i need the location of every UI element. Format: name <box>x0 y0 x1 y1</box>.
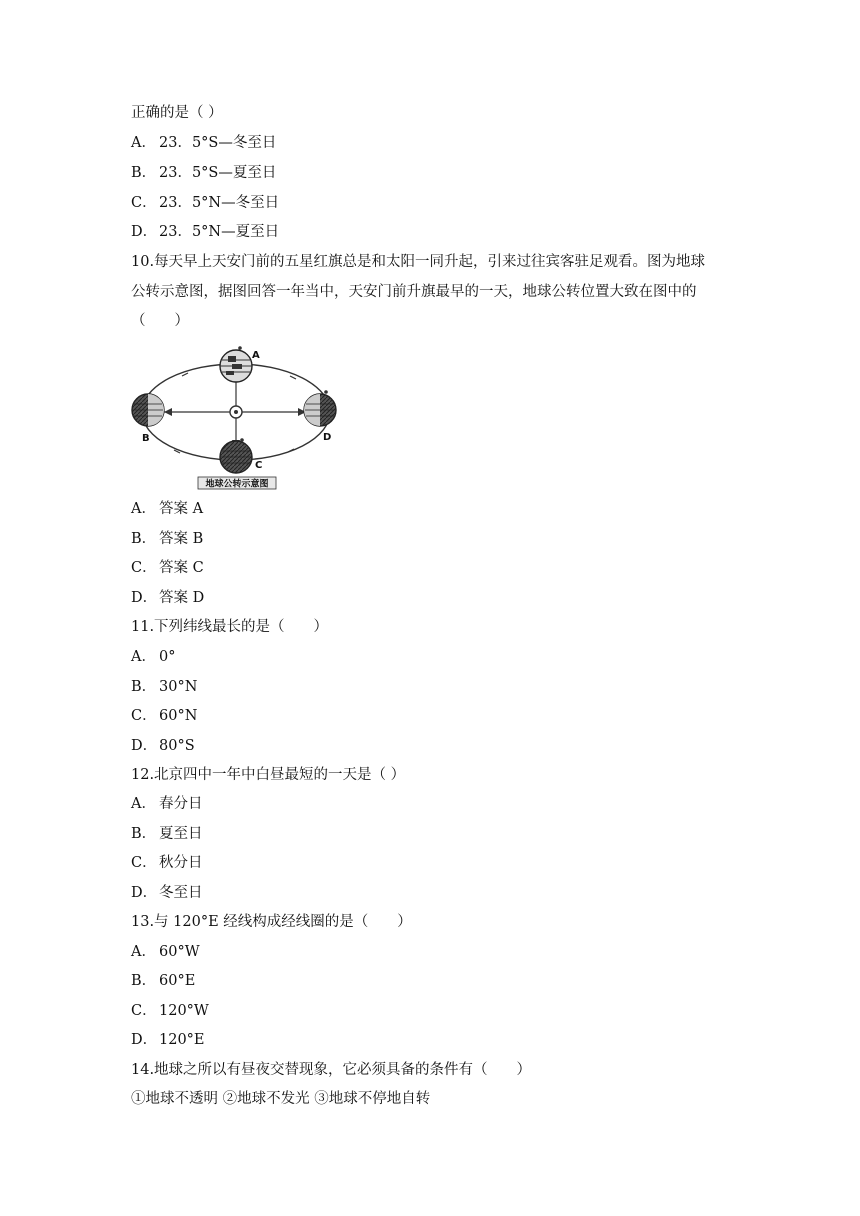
figure-label-d: D <box>323 432 332 443</box>
figure-caption: 地球公转示意图 <box>205 479 269 490</box>
orbit-arrow-icon <box>182 373 188 376</box>
q11-option-a <box>131 647 175 667</box>
q11-option-c <box>131 706 197 726</box>
q12-option-d <box>131 883 203 903</box>
option-text: 23．5°N—冬至日 <box>159 195 280 211</box>
option-letter: B． <box>131 973 157 989</box>
option-letter: D． <box>131 590 158 606</box>
option-letter: B． <box>131 531 157 547</box>
q12-stem: 12.北京四中一年中白昼最短的一天是（ ） <box>131 767 406 783</box>
option-letter: C． <box>131 1003 157 1019</box>
earth-position-a <box>220 346 252 382</box>
option-text: 0° <box>159 649 176 665</box>
q14-conditions: ①地球不透明 ②地球不发光 ③地球不停地自转 <box>131 1091 431 1107</box>
q11-stem: 11.下列纬线最长的是（ ） <box>131 619 329 635</box>
option-text: 答案 B <box>159 531 204 547</box>
option-letter: D． <box>131 224 158 240</box>
option-text: 120°W <box>159 1003 209 1019</box>
q13-stem: 13.与 120°E 经线构成经线圈的是（ ） <box>131 914 412 930</box>
option-text: 60°N <box>159 708 198 724</box>
option-text: 答案 C <box>159 560 204 576</box>
option-letter: A． <box>131 135 156 151</box>
q10-stem-line3: （ ） <box>131 313 189 329</box>
q10-option-d <box>131 588 204 608</box>
option-letter: A． <box>131 796 156 812</box>
q9-option-b <box>131 163 276 183</box>
option-letter: D． <box>131 1032 158 1048</box>
option-letter: D． <box>131 885 158 901</box>
q9-stem-tail: 正确的是（ ） <box>131 105 223 121</box>
option-text: 80°S <box>159 738 195 754</box>
earth-position-d <box>304 390 336 426</box>
option-letter: D． <box>131 738 158 754</box>
q11-option-b <box>131 677 197 697</box>
earth-orbit-figure <box>130 346 340 490</box>
option-letter: A． <box>131 501 156 517</box>
q10-option-a <box>131 499 203 519</box>
q12-option-b <box>131 824 203 844</box>
figure-label-c: C <box>255 460 263 471</box>
option-letter: C． <box>131 195 157 211</box>
q9-option-a <box>131 133 276 153</box>
figure-label-b: B <box>142 433 150 444</box>
arrow-left-icon <box>164 408 172 416</box>
option-text: 60°E <box>159 973 196 989</box>
option-text: 答案 A <box>159 501 204 517</box>
option-letter: A． <box>131 649 156 665</box>
figure-label-a: A <box>252 350 260 361</box>
option-text: 23．5°S—夏至日 <box>159 165 277 181</box>
q13-option-c <box>131 1001 209 1021</box>
q12-option-a <box>131 794 203 814</box>
q12-option-c <box>131 853 203 873</box>
option-letter: B． <box>131 165 157 181</box>
q13-option-b <box>131 971 195 991</box>
q9-option-c <box>131 193 279 213</box>
option-letter: C． <box>131 708 157 724</box>
option-text: 秋分日 <box>159 855 203 871</box>
option-text: 春分日 <box>159 796 203 812</box>
option-text: 答案 D <box>159 590 205 606</box>
option-text: 夏至日 <box>159 826 203 842</box>
q9-option-d <box>131 222 279 242</box>
option-letter: B． <box>131 679 157 695</box>
option-letter: A． <box>131 944 156 960</box>
q14-stem: 14.地球之所以有昼夜交替现象，它必须具备的条件有（ ） <box>131 1062 532 1078</box>
option-text: 23．5°S—冬至日 <box>159 135 277 151</box>
q13-option-a <box>131 942 200 962</box>
option-text: 120°E <box>159 1032 205 1048</box>
option-text: 30°N <box>159 679 198 695</box>
option-letter: B． <box>131 826 157 842</box>
option-letter: C． <box>131 560 157 576</box>
q13-option-d <box>131 1030 205 1050</box>
orbit-arrow-icon <box>290 376 296 379</box>
earth-position-c <box>220 438 252 473</box>
q10-option-b <box>131 529 203 549</box>
option-text: 冬至日 <box>159 885 203 901</box>
option-letter: C． <box>131 855 157 871</box>
q10-option-c <box>131 558 204 578</box>
q10-stem-line1: 10.每天早上天安门前的五星红旗总是和太阳一同升起，引来过往宾客驻足观看。图为地球 <box>131 254 706 270</box>
option-text: 60°W <box>159 944 200 960</box>
q11-option-d <box>131 736 195 756</box>
option-text: 23．5°N—夏至日 <box>159 224 280 240</box>
earth-position-b <box>132 394 164 426</box>
q10-stem-line2: 公转示意图，据图回答一年当中，天安门前升旗最早的一天，地球公转位置大致在图中的 <box>131 284 697 300</box>
